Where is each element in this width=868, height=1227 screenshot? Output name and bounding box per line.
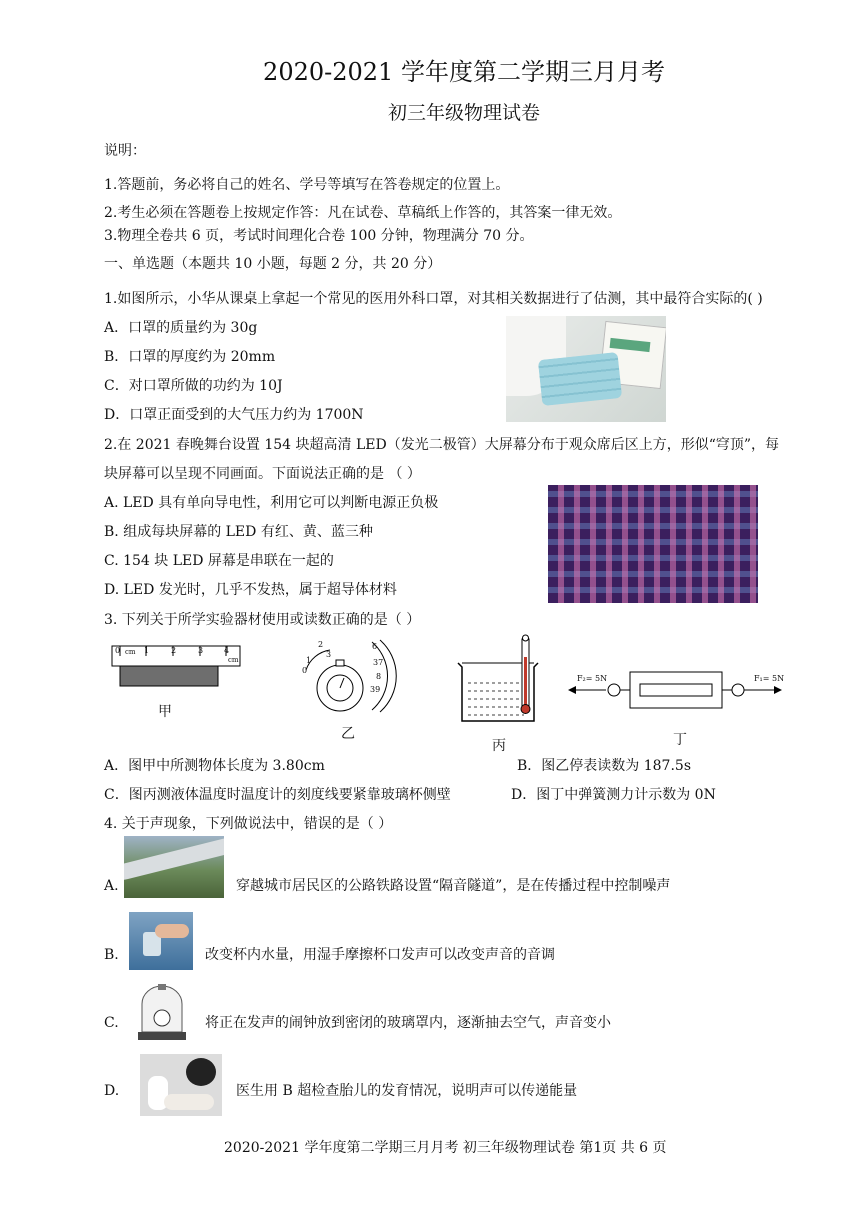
- ultrasound-photo: [140, 1054, 222, 1116]
- instruction-item-2: 2.考生必须在答题卷上按规定作答：凡在试卷、草稿纸上作答的，其答案一律无效。: [104, 205, 622, 221]
- glass-rubbing-photo: [129, 912, 193, 970]
- stopwatch-figure: [300, 636, 410, 716]
- figure-label-jia: 甲: [158, 704, 172, 720]
- instruction-item-1: 1.答题前，务必将自己的姓名、学号等填写在答卷规定的位置上。: [104, 177, 510, 193]
- figure-label-bing: 丙: [492, 738, 506, 754]
- q3-stem: 3. 下列关于所学实验器材使用或读数正确的是（ ）: [104, 612, 421, 628]
- q1-option-d: D．口罩正面受到的大气压力约为 1700N: [104, 407, 364, 423]
- q3-option-c: C．图丙测液体温度时温度计的刻度线要紧靠玻璃杯侧壁: [104, 787, 451, 803]
- q2-option-c: C. 154 块 LED 屏幕是串联在一起的: [104, 553, 334, 569]
- stopwatch-num-1: 1: [306, 656, 312, 665]
- q3-option-d: D．图丁中弹簧测力计示数为 0N: [511, 787, 716, 803]
- q1-stem: 1.如图所示，小华从课桌上拿起一个常见的医用外科口罩，对其相关数据进行了估测，其中最符合实际的( ): [104, 291, 763, 307]
- bell-jar-photo: [136, 984, 188, 1044]
- q2-option-d: D. LED 发光时，几乎不发热，属于超导体材料: [104, 582, 397, 598]
- beaker-thermometer-figure: [454, 633, 544, 727]
- led-stage-photo: [548, 485, 758, 603]
- ruler-unit-left: cm: [125, 648, 136, 656]
- ruler-tick-4: 4: [224, 646, 230, 655]
- q4-option-c-text: 将正在发声的闹钟放到密闭的玻璃罩内，逐渐抽去空气，声音变小: [205, 1015, 611, 1031]
- q4-stem: 4. 关于声现象，下列做说法中，错误的是（ ）: [104, 816, 393, 832]
- figure-label-ding: 丁: [673, 732, 687, 748]
- ruler-tick-2: 2: [171, 646, 177, 655]
- sound-tunnel-photo: [124, 836, 224, 898]
- stopwatch-num-8: 8: [376, 672, 382, 681]
- figure-label-yi: 乙: [341, 726, 355, 742]
- ruler-tick-3: 3: [198, 646, 204, 655]
- q4-option-c-letter: C.: [104, 1015, 119, 1031]
- mask-photo: [506, 316, 666, 422]
- section-heading: 一、单选题（本题共 10 小题，每题 2 分，共 20 分）: [104, 256, 442, 272]
- q4-option-b-letter: B.: [104, 947, 119, 963]
- exam-subtitle: 初三年级物理试卷: [387, 102, 540, 124]
- ruler-tick-1: 1: [144, 646, 150, 655]
- q4-option-a-letter: A.: [104, 878, 119, 894]
- stopwatch-num-3: 3: [326, 650, 332, 659]
- q2-option-b: B. 组成每块屏幕的 LED 有红、黄、蓝三种: [104, 524, 373, 540]
- page-footer: 2020-2021 学年度第二学期三月月考 初三年级物理试卷 第1页 共 6 页: [224, 1140, 667, 1156]
- instruction-item-3: 3.物理全卷共 6 页，考试时间理化合卷 100 分钟，物理满分 70 分。: [104, 228, 534, 244]
- q4-option-a-text: 穿越城市居民区的公路铁路设置“隔音隧道”，是在传播过程中控制噪声: [236, 878, 671, 894]
- force-label-f1: F₁= 5N: [754, 674, 785, 683]
- q4-option-b-text: 改变杯内水量，用湿手摩擦杯口发声可以改变声音的音调: [205, 947, 555, 963]
- instructions-label: 说明：: [104, 143, 146, 159]
- q1-option-b: B．口罩的厚度约为 20mm: [104, 349, 276, 365]
- spring-scale-figure: [566, 664, 786, 714]
- stopwatch-num-6: 6: [372, 642, 378, 651]
- force-label-f2: F₂= 5N: [577, 674, 608, 683]
- stopwatch-num-39: 39: [370, 685, 381, 694]
- q4-option-d-letter: D.: [104, 1083, 120, 1099]
- q2-stem-line1: 2.在 2021 春晚舞台设置 154 块超高清 LED（发光二极管）大屏幕分布于观众席后区上方，形似“穹顶”，每: [104, 437, 780, 453]
- q2-stem-line2: 块屏幕可以呈现不同画面。下面说法正确的是 （ ）: [104, 466, 421, 482]
- q3-option-a: A．图甲中所测物体长度为 3.80cm: [104, 758, 325, 774]
- stopwatch-num-37: 37: [373, 658, 384, 667]
- q3-option-b: B．图乙停表读数为 187.5s: [517, 758, 692, 774]
- q2-option-a: A. LED 具有单向导电性，利用它可以判断电源正负极: [104, 495, 439, 511]
- exam-title: 2020-2021 学年度第二学期三月月考: [263, 58, 665, 86]
- ruler-tick-0: 0: [115, 646, 121, 655]
- stopwatch-num-2: 2: [318, 640, 324, 649]
- ruler-unit-right: cm: [228, 656, 239, 664]
- q1-option-a: A．口罩的质量约为 30g: [104, 320, 258, 336]
- q4-option-d-text: 医生用 B 超检查胎儿的发育情况，说明声可以传递能量: [236, 1083, 578, 1099]
- stopwatch-num-0: 0: [302, 666, 308, 675]
- q1-option-c: C．对口罩所做的功约为 10J: [104, 378, 283, 394]
